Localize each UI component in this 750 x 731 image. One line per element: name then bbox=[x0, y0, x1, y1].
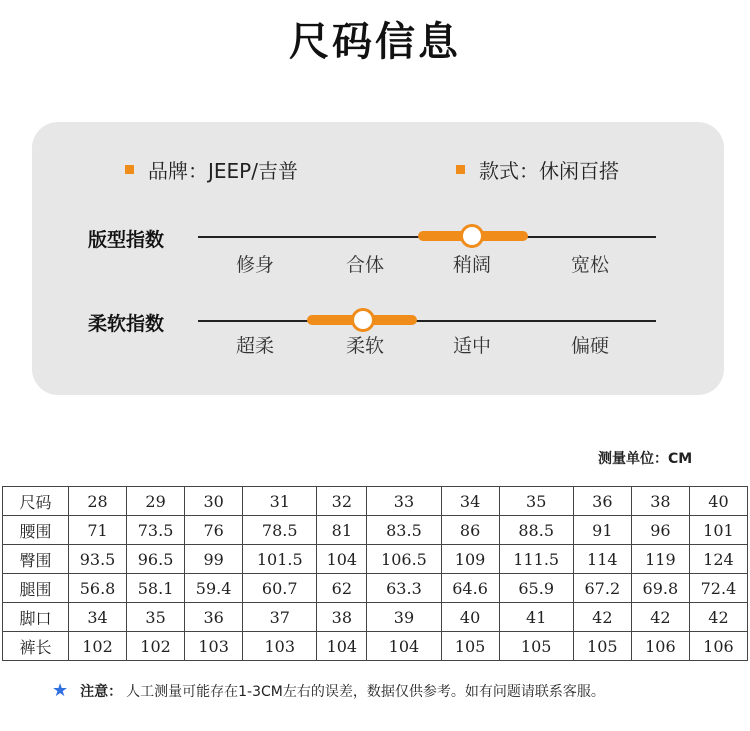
soft-tick: 偏硬 bbox=[570, 335, 609, 357]
table-cell: 104 bbox=[317, 632, 367, 661]
note-label: 注意： bbox=[80, 683, 123, 700]
table-cell: 69.8 bbox=[631, 574, 689, 603]
table-header-cell: 36 bbox=[573, 487, 631, 516]
table-cell: 73.5 bbox=[127, 516, 185, 545]
table-cell: 38 bbox=[317, 603, 367, 632]
table-cell: 35 bbox=[127, 603, 185, 632]
brand-text: 品牌：JEEP/吉普 bbox=[148, 159, 298, 183]
table-row bbox=[3, 603, 748, 632]
fit-tick: 合体 bbox=[345, 254, 384, 276]
style-text: 款式：休闲百搭 bbox=[479, 159, 619, 183]
table-cell: 88.5 bbox=[499, 516, 573, 545]
soft-tick: 柔软 bbox=[345, 335, 384, 357]
table-cell: 105 bbox=[441, 632, 499, 661]
soft-scale-label: 柔软指数 bbox=[88, 313, 165, 335]
table-row bbox=[3, 516, 748, 545]
table-header-cell: 35 bbox=[499, 487, 573, 516]
table-cell: 42 bbox=[573, 603, 631, 632]
brand-info bbox=[125, 155, 298, 184]
table-cell: 101.5 bbox=[243, 545, 317, 574]
table-cell: 119 bbox=[631, 545, 689, 574]
table-cell: 106 bbox=[631, 632, 689, 661]
table-cell: 102 bbox=[127, 632, 185, 661]
table-cell: 37 bbox=[243, 603, 317, 632]
page-title: 尺码信息 bbox=[289, 19, 461, 65]
table-header-cell: 尺码 bbox=[3, 487, 69, 516]
soft-tick: 超柔 bbox=[235, 335, 274, 357]
table-header-cell: 33 bbox=[367, 487, 441, 516]
table-cell: 101 bbox=[689, 516, 747, 545]
table-cell: 106 bbox=[689, 632, 747, 661]
table-cell: 105 bbox=[573, 632, 631, 661]
soft-scale-line bbox=[198, 320, 656, 322]
fit-tick: 修身 bbox=[235, 254, 274, 276]
table-cell: 96.5 bbox=[127, 545, 185, 574]
table-header-cell: 32 bbox=[317, 487, 367, 516]
note-text: 人工测量可能存在1-3CM左右的误差，数据仅供参考。如有问题请联系客服。 bbox=[126, 683, 605, 700]
table-cell: 104 bbox=[317, 545, 367, 574]
table-cell: 71 bbox=[69, 516, 127, 545]
table-cell: 96 bbox=[631, 516, 689, 545]
table-cell: 59.4 bbox=[185, 574, 243, 603]
table-cell: 腰围 bbox=[3, 516, 69, 545]
table-cell: 99 bbox=[185, 545, 243, 574]
table-cell: 臀围 bbox=[3, 545, 69, 574]
bullet-icon bbox=[125, 165, 134, 174]
table-header-cell: 31 bbox=[243, 487, 317, 516]
table-cell: 124 bbox=[689, 545, 747, 574]
table-cell: 111.5 bbox=[499, 545, 573, 574]
table-header-cell: 28 bbox=[69, 487, 127, 516]
table-cell: 腿围 bbox=[3, 574, 69, 603]
table-cell: 83.5 bbox=[367, 516, 441, 545]
table-cell: 93.5 bbox=[69, 545, 127, 574]
fit-scale-knob bbox=[460, 224, 484, 248]
table-row bbox=[3, 545, 748, 574]
table-header-row bbox=[3, 487, 748, 516]
table-cell: 脚口 bbox=[3, 603, 69, 632]
table-cell: 109 bbox=[441, 545, 499, 574]
table-cell: 76 bbox=[185, 516, 243, 545]
table-cell: 81 bbox=[317, 516, 367, 545]
table-row bbox=[3, 632, 748, 661]
table-cell: 102 bbox=[69, 632, 127, 661]
table-cell: 104 bbox=[367, 632, 441, 661]
soft-scale-knob bbox=[351, 308, 375, 332]
table-cell: 56.8 bbox=[69, 574, 127, 603]
table-header-cell: 29 bbox=[127, 487, 185, 516]
table-cell: 36 bbox=[185, 603, 243, 632]
measure-unit: 测量单位：CM bbox=[598, 451, 693, 467]
soft-tick: 适中 bbox=[452, 335, 491, 357]
table-cell: 42 bbox=[689, 603, 747, 632]
table-cell: 34 bbox=[69, 603, 127, 632]
fit-tick: 宽松 bbox=[570, 254, 609, 276]
table-cell: 105 bbox=[499, 632, 573, 661]
fit-tick: 稍阔 bbox=[452, 254, 491, 276]
table-cell: 114 bbox=[573, 545, 631, 574]
table-cell: 41 bbox=[499, 603, 573, 632]
table-cell: 裤长 bbox=[3, 632, 69, 661]
table-cell: 78.5 bbox=[243, 516, 317, 545]
table-cell: 86 bbox=[441, 516, 499, 545]
bullet-icon bbox=[456, 165, 465, 174]
table-cell: 64.6 bbox=[441, 574, 499, 603]
star-icon: ★ bbox=[52, 680, 69, 701]
table-cell: 39 bbox=[367, 603, 441, 632]
table-cell: 106.5 bbox=[367, 545, 441, 574]
table-cell: 103 bbox=[243, 632, 317, 661]
table-header-cell: 40 bbox=[689, 487, 747, 516]
table-cell: 60.7 bbox=[243, 574, 317, 603]
table-cell: 40 bbox=[441, 603, 499, 632]
measurement-note bbox=[52, 680, 605, 701]
style-info bbox=[456, 155, 619, 184]
table-cell: 72.4 bbox=[689, 574, 747, 603]
table-cell: 58.1 bbox=[127, 574, 185, 603]
table-header-cell: 34 bbox=[441, 487, 499, 516]
table-header-cell: 38 bbox=[631, 487, 689, 516]
table-cell: 42 bbox=[631, 603, 689, 632]
size-table bbox=[2, 486, 748, 661]
table-cell: 103 bbox=[185, 632, 243, 661]
table-cell: 62 bbox=[317, 574, 367, 603]
table-cell: 65.9 bbox=[499, 574, 573, 603]
table-cell: 67.2 bbox=[573, 574, 631, 603]
table-cell: 63.3 bbox=[367, 574, 441, 603]
table-cell: 91 bbox=[573, 516, 631, 545]
table-row bbox=[3, 574, 748, 603]
fit-scale-label: 版型指数 bbox=[88, 229, 165, 251]
table-header-cell: 30 bbox=[185, 487, 243, 516]
